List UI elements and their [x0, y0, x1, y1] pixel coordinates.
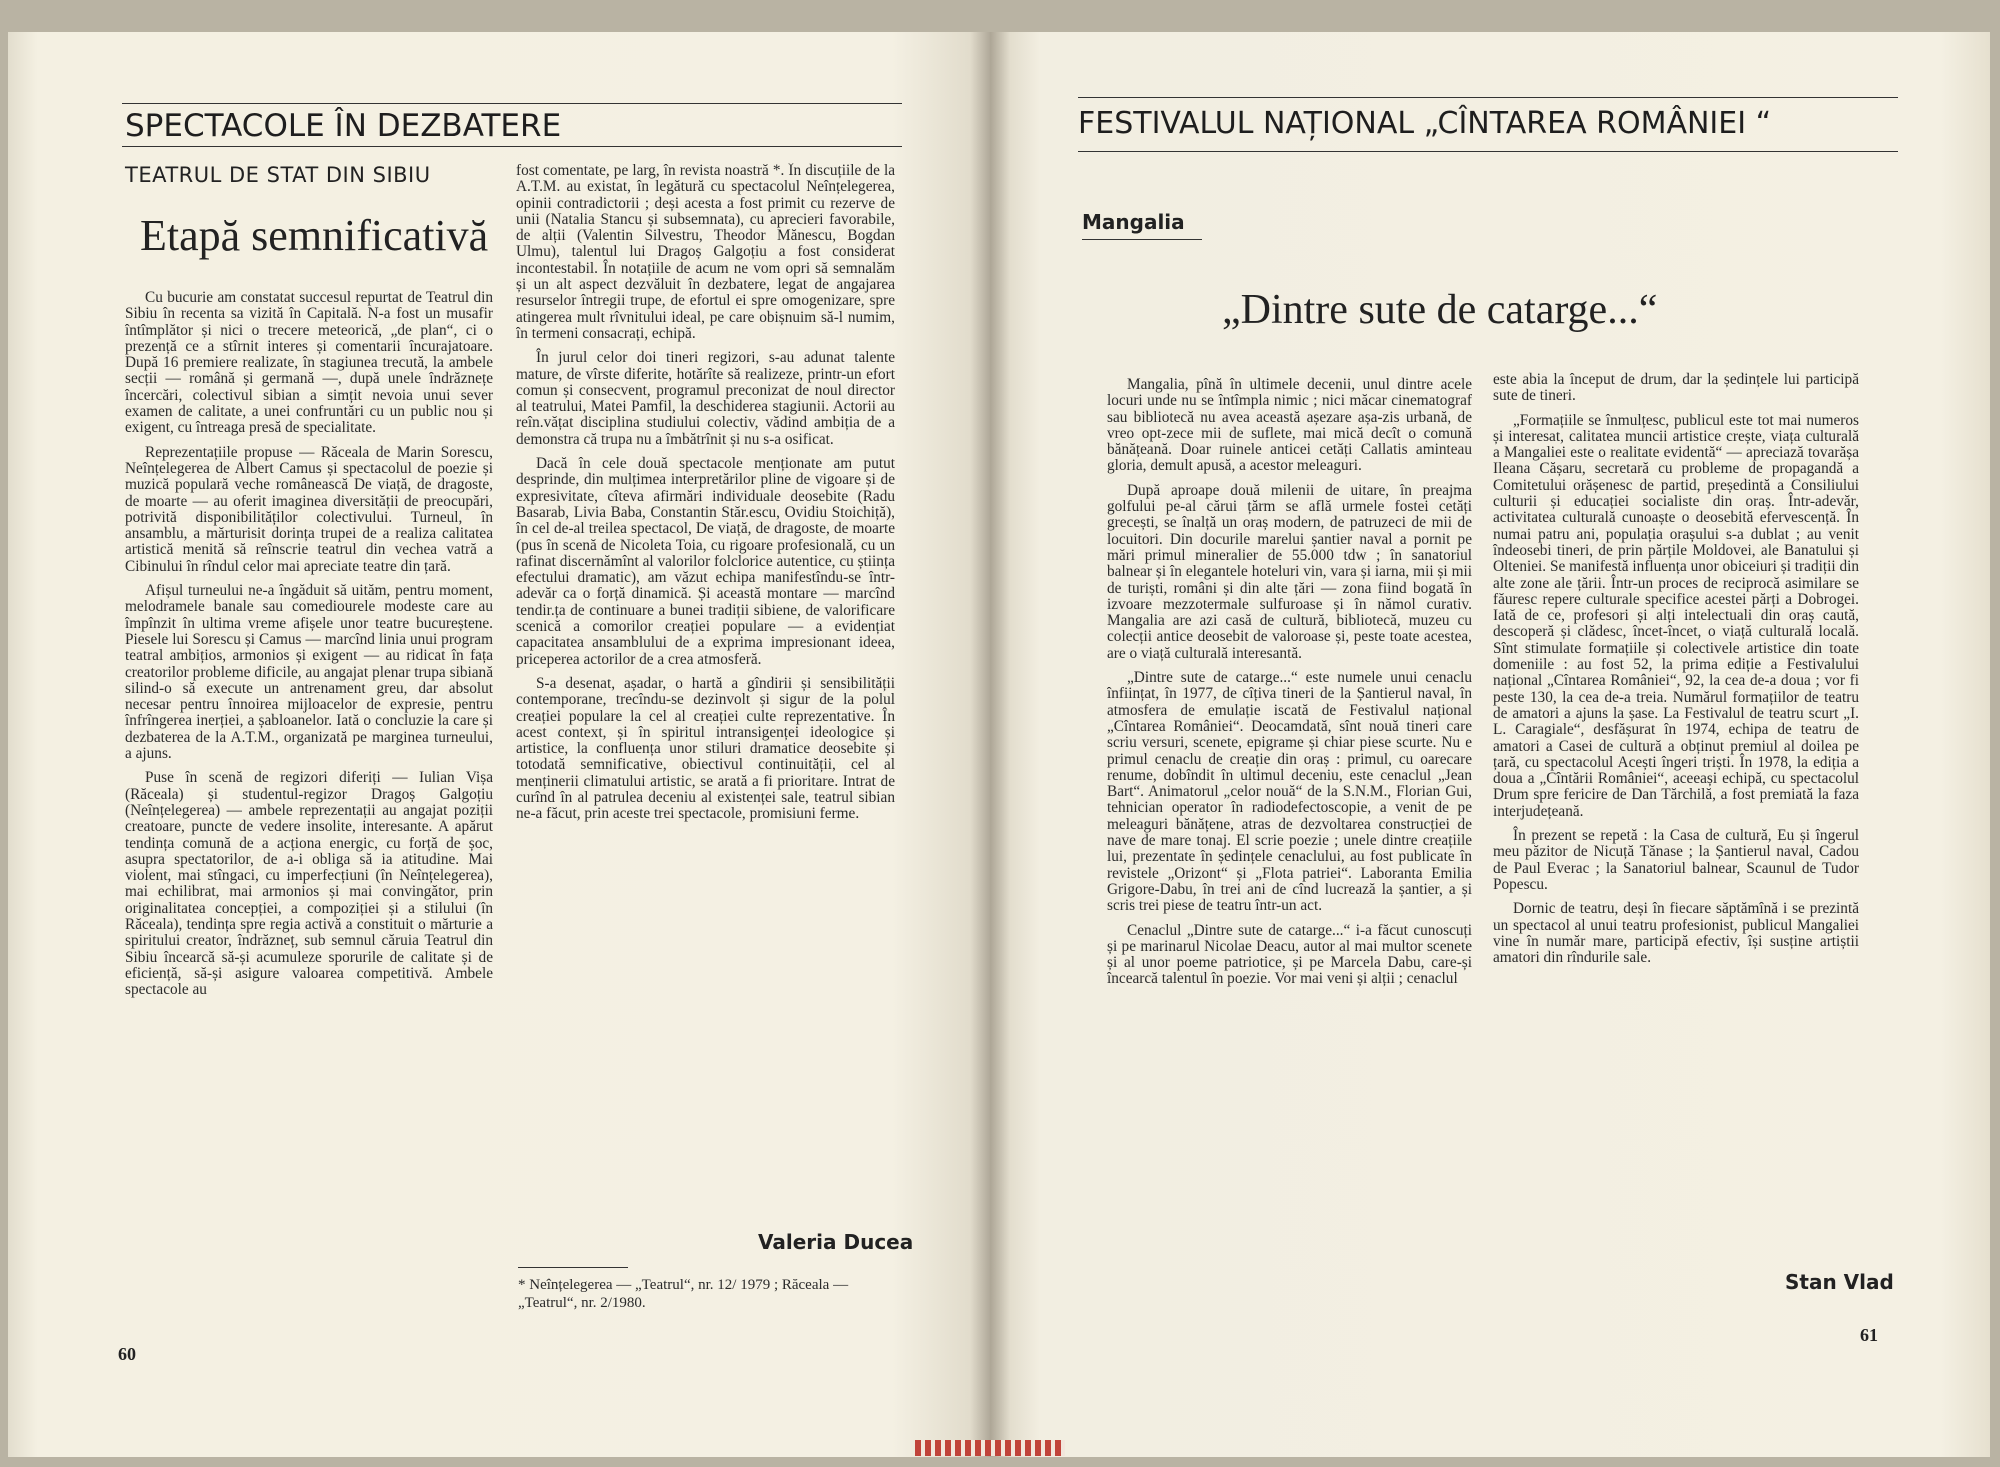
paragraph: Puse în scenă de regizori diferiți — Iulian Vișa (Răceala) și studentul-regizor Dragoș Galgoțiu (Neînțelegerea) — ambele reprezentații au angajat poziții creatoare, puncte de vedere insolite, interesante. A apărut tendința comună de a acționa energic, cu forță de șoc, asupra spectatorilor, de a-i obliga să ia atitudine. Mai violent, mai stîngaci, cu imperfecțiuni (în Neînțelegerea), mai echilibrat, mai armonios și mai convingător, prin originalitatea concepției, a compoziției și a stilului (în Răceala), tendința spre regia activă a constituit o mărturie a spiritului creator, îndrăzneț, sub semnul căruia Teatrul din Sibiu încearcă să-și acumuleze sporurile de calitate și de eficiență, să-și asigure valoarea competitivă. Ambele spectacole au	[125, 769, 493, 999]
paragraph: Dornic de teatru, deși în fiecare săptămînă i se prezintă un spectacol al unui teatru profesionist, publicul Mangaliei vine în număr mare, participă efectiv, își susține artiștii amatori din rîndurile sale.	[1493, 900, 1859, 967]
paragraph: „Formațiile se înmulțesc, publicul este tot mai numeros și interesat, calitatea muncii artistice crește, viața culturală a Mangaliei este o realitate evidentă“ — apreciază tovarășa Ileana Cășaru, secretară cu probleme de propagandă a Comitetului orășenesc de partid, președintă a Consiliului culturii și educației socialiste din oraș. Într-adevăr, activitatea culturală cunoaște o deosebită efervescență. În numai patru ani, populația orașului s-a dublat ; au venit îndeosebi tineri, de prin părțile Moldovei, ale Banatului și Olteniei. Se manifestă influența unor obiceiuri și tradiții din alte zone ale țării. Într-un proces de reciprocă asimilare se făuresc repere culturale specifice acestei părți a Dobrogei. Iată de ce, profesori și alți intelectuali din oraș caută, descoperă și clădesc, încet-încet, o viață culturală locală. Sînt stimulate formațiile și colectivele artistice din toate domeniile : au fost 52, la prima ediție a Festivalului național „Cîntarea României“, 92, la cea de-a doua ; vor fi peste 130, la cea de-a treia. Numărul formațiilor de teatru de amatori a ajuns la șase. La Festivalul de teatru scurt „I. L. Caragiale“, desfășurat în 1974, echipa de teatru de amatori a Casei de cultură a obținut premiul al doilea pe țară, cu spectacolul Acești îngeri triști. În 1978, la ediția a doua a „Cîntării României“, aceeași echipă, cu spectacolul Drum spre fericire de Dan Tărchilă, a fost premiată la faza interjudețeană.	[1493, 411, 1859, 820]
paragraph: Cu bucurie am constatat succesul repurtat de Teatrul din Sibiu în recenta sa vizită în Capitală. N-a fost un musafir întîmplător și nici o trecere meteorică, „de plan“, ci o prezență ce a stîrnit interes și comentarii încurajatoare. După 16 premiere realizate, în stagiunea trecută, la ambele secții — română și germană —, după unele îndrăznețe încercări, colectivul sibian a simțit nevoia unui sever examen de calitate, a unei confruntări cu un public nou și exigent, cu întreaga presă de specialitate.	[125, 290, 493, 437]
book-gutter	[970, 32, 1010, 1457]
right-article-column-2	[1493, 372, 1859, 1262]
paragraph: În jurul celor doi tineri regizori, s-au adunat talente mature, de vîrste diferite, hotărîte să realizeze, printr-un efort comun și consecvent, programul preconizat de noul director al teatrului, Matei Pamfil, la deschiderea stagiunii. Actorii au reîn.vățat disciplina studiului colectiv, vădind ambiția de a demonstra că trupa nu a îmbătrînit și nu s-a osificat.	[516, 349, 895, 448]
left-section-rule	[122, 103, 902, 104]
paragraph: „Dintre sute de catarge...“ este numele unui cenaclu înființat, în 1977, de cîțiva tineri de la Șantierul naval, în atmosfera de emulație iscată de Festivalul național „Cîntarea României“. Deocamdată, sînt nouă tineri care scriu versuri, scenete, epigrame și chiar piese scurte. Nu e primul cenaclu de creație din oraș : primul, cu oarecare renume, dobîndit în ultimul deceniu, este cenaclul „Jean Bart“. Animatorul „celor nouă“ de la S.N.M., Florian Gui, tehnician operator în radiodefectoscopie, a venit de pe meleaguri bănățene, atras de dezvoltarea construcției de nave de mare tonaj. El scrie poezie ; unele dintre creațiile lui, prezentate în ședințele cenaclului, au fost publicate în revistele „Orizont“ și „Flota patriei“. Laboranta Emilia Grigore-Dabu, în trei ani de cînd lucrează la șantier, a și scris trei piese de teatru într-un act.	[1107, 669, 1472, 915]
left-section-rule-bottom	[122, 146, 902, 147]
paragraph: Cenaclul „Dintre sute de catarge...“ i-a făcut cunoscuți și pe marinarul Nicolae Deacu, autor al mai multor scenete și al unor poeme patriotice, și pe Marcela Dabu, care-și încearcă talentul în poezie. Vor mai veni și alții ; cenaclul	[1107, 921, 1472, 988]
author-signature-right: Stan Vlad	[1785, 1270, 1894, 1294]
page-number-left: 60	[118, 1344, 136, 1364]
left-article-column-2	[516, 163, 895, 1223]
paragraph: Reprezentațiile propuse — Răceala de Marin Sorescu, Neînțelegerea de Albert Camus și spectacolul de poezie și muzică populară veche românească De viață, de dragoste, de moarte — au oferit imaginea diversității de preocupări, potrivită disponibilităților colectivului. Turneul, în ansamblu, a mărturisit dorința trupei de a realiza calitatea artistică menită să reînscrie teatrul din vechea vatră a Cibinului în rîndul celor mai apreciate teatre din țară.	[125, 443, 493, 575]
theatre-subtitle: TEATRUL DE STAT DIN SIBIU	[125, 163, 431, 187]
paragraph: În prezent se repetă : la Casa de cultură, Eu și îngerul meu păzitor de Nicuță Tănase ; la Șantierul naval, Cadou de Paul Everac ; la Sanatoriul balnear, Scaunul de Tudor Popescu.	[1493, 827, 1859, 893]
article-headline-left: Etapă semnificativă	[140, 211, 489, 260]
paragraph: Dacă în cele două spectacole menționate am putut desprinde, din mulțimea interpretărilor pline de vigoare și de expresivitate, cîteva afirmări individuale deosebite (Radu Basarab, Livia Baba, Constantin Stăr.escu, Ovidiu Stoichiță), în cel de-al treilea spectacol, De viață, de dragoste, de moarte (pus în scenă de Nicoleta Toia, cu rigoare profesională, cu un rafinat discernămînt al valorilor folclorice autentice, cu știința efectului dramatic), am văzut echipa manifestîndu-se într-adevăr ca o forță dinamică. Și această montare — marcînd tendir.ța de continuare a bunei tradiții sibiene, de valorificare scenică a comorilor creației populare — a evidențiat capacitatea ansamblului de a exprima impresionant ideea, priceperea actorilor de a crea atmosferă.	[516, 455, 895, 668]
author-signature-left: Valeria Ducea	[758, 1230, 914, 1254]
location-label: Mangalia	[1082, 210, 1185, 234]
page-number-right: 61	[1860, 1325, 1878, 1345]
right-section-title: FESTIVALUL NAȚIONAL „CÎNTAREA ROMÂNIEI “	[1078, 106, 1772, 141]
paragraph: S-a desenat, așadar, o hartă a gîndirii și sensibilității contemporane, trecîndu-se dezinvolt și sigur de la polul creației populare la cel al creației culte reprezentative. În acest context, și în spiritul intransigenței ideologice și artistice, la confluența unor stiluri dramatice deosebite și totodată semnificative, obiectivul continuității, cel al menținerii climatului artistic, se arată a fi prioritare. Intrat de curînd în al patrulea deceniu al existenței sale, teatrul sibian ne-a făcut, prin aceste trei spectacole, promisiuni ferme.	[516, 674, 895, 823]
left-section-title: SPECTACOLE ÎN DEZBATERE	[125, 108, 562, 144]
paragraph: Mangalia, pînă în ultimele decenii, unul dintre acele locuri unde nu se întîmpla nimic ; nici măcar cinematograf sau bibliotecă nu avea această așezare așa-zis urbană, de vreo opt-zece mii de suflete, mai mică decît o comună bănățeană. Doar ruinele anticei cetăți Callatis aminteau gloria, demult apusă, a acestor meleaguri.	[1107, 377, 1472, 475]
location-underline	[1082, 239, 1202, 240]
paragraph: este abia la început de drum, dar la ședințele lui participă sute de tineri.	[1493, 372, 1859, 405]
right-section-rule-top	[1078, 97, 1898, 98]
article-headline-right: „Dintre sute de catarge...“	[1222, 287, 1658, 333]
right-section-rule-bottom	[1078, 151, 1898, 152]
footnote-rule	[518, 1267, 628, 1268]
left-article-column-1	[125, 290, 493, 1323]
binding-thread	[915, 1440, 1065, 1456]
paragraph: Afișul turneului ne-a îngăduit să uităm, pentru moment, melodramele banale sau comediourele modeste care au împînzit în ultima vreme afișele unor teatre bucureștene. Piesele lui Sorescu și Camus — marcînd linia unui program teatral ambițios, armonios și exigent — au ridicat în fața creatorilor probleme dificile, au angajat plenar trupa sibiană silind-o să execute un antrenament greu, dar absolut necesar pentru înnoirea mijloacelor de expresie, pentru înfrîngerea inerției, a șabloanelor. Iată o concluzie la care și dezbaterea de la A.T.M., organizată pe marginea turneului, a ajuns.	[125, 582, 493, 763]
right-article-column-1	[1107, 377, 1472, 1312]
paragraph: fost comentate, pe larg, în revista noastră *. În discuțiile de la A.T.M. au existat, în legătură cu spectacolul Neînțelegerea, opinii contradictorii ; deși acesta a fost primit cu rezerve de unii (Natalia Stancu și subsemnata), cu aprecieri favorabile, de alții (Valentin Silvestru, Theodor Mănescu, Bogdan Ulmu), talentul lui Dragoș Galgoțiu a fost considerat incontestabil. În notațiile de acum ne vom opri să semnalăm și un alt aspect dezvăluit în dezbatere, legat de angajarea resurselor întregii trupe, de efortul ei spre omogenizare, spre atingerea mult rîvnitului ideal, pe care obișnuim să-l numim, în termeni consacrați, echipă.	[516, 163, 895, 342]
footnote: * Neînțelegerea — „Teatrul“, nr. 12/ 1979 ; Răceala — „Teatrul“, nr. 2/1980.	[518, 1277, 849, 1311]
paragraph: După aproape două milenii de uitare, în preajma golfului pe-al cărui țărm se află urmele fostei cetăți grecești, se înalță un oraș modern, de patruzeci de mii de locuitori. Din docurile marelui șantier naval a pornit pe mări primul mineralier de 55.000 tdw ; în sanatoriul balnear și în elegantele hoteluri vin, vara și iarna, mii și mii de turiști, români și din alte țări — zona fiind bogată în izvoare mezzotermale sulfuroase și în nămol curativ. Mangalia are azi casă de cultură, bibliotecă, muzeu cu colecții antice deosebit de valoroase și, peste toate acestea, are o viață culturală interesantă.	[1107, 481, 1472, 662]
